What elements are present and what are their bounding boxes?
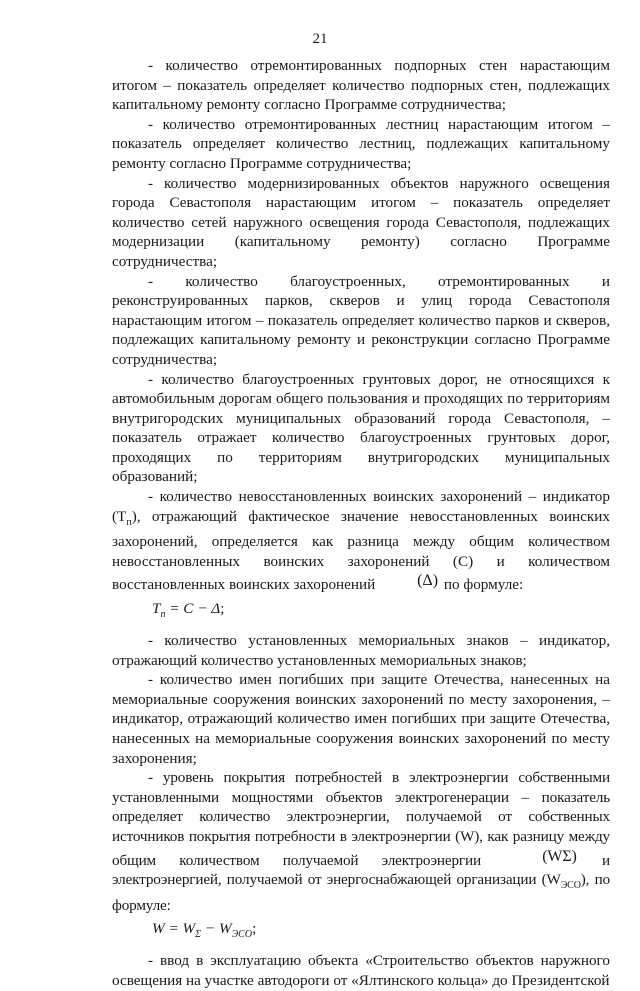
- paragraph-electricity: [112, 768, 610, 915]
- formula-w-lhs: W: [152, 920, 165, 938]
- formula-tn-lhs: T: [152, 600, 161, 618]
- formula-w: [152, 919, 610, 945]
- war-graves-sub: п: [126, 516, 132, 528]
- electricity-text-3: ), по формуле:: [112, 871, 611, 914]
- formula-tn-tail: ;: [220, 600, 225, 618]
- paragraph-stairs: - количество отремонтированных лестниц нарастающим итогом – показатель определяет количество лестниц, подлежащих капитальному ремонту согласно Программе сотрудничества;: [112, 115, 610, 172]
- paragraph-lighting: - количество модернизированных объектов наружного освещения города Севастополя нарастающим итогом – показатель определяет количество сетей наружного освещения города Севастополя, подлежащих модернизации (капитальному ремонту) согласно Программе сотрудничества;: [112, 174, 610, 270]
- paragraph-memorial-signs: - количество установленных мемориальных знаков – индикатор, отражающий количество установленных мемориальных знаков;: [112, 632, 610, 669]
- w-sigma-symbol: (WΣ): [542, 847, 577, 865]
- war-graves-text-1: - количество невосстановленных воинских захоронений – индикатор (Т: [112, 488, 610, 525]
- paragraph-war-graves: [112, 487, 610, 595]
- formula-tn-lhs-sub: п: [160, 609, 166, 621]
- paragraph-commissioning: - ввод в эксплуатацию объекта «Строительство объектов наружного освещения на участке автодороги от «Ялтинского кольца» до Президентской: [112, 952, 610, 990]
- electricity-text-1: - уровень покрытия потребностей в электроэнергии собственными установленными мощностями объектов электрогенерации – показатель определяет количество электроэнергии, получаемой от собственных источников покрытия потребности в электроэнергии (W), как разницу между общим количеством получаемой электроэнергии: [112, 769, 610, 869]
- page-number: 21: [312, 31, 328, 47]
- formula-w-tail: ;: [252, 920, 257, 938]
- formula-w-sub1: Σ: [195, 929, 202, 941]
- document-body: [112, 56, 610, 991]
- electricity-text-2: и электроэнергией, получаемой от энергоснабжающей организации (W: [112, 851, 610, 889]
- war-graves-text-3: по формуле:: [443, 576, 524, 594]
- war-graves-text-2: ), отражающий фактическое значение невосстановленных воинских захоронений, определяется как разница между общим количеством невосстановленных воинских захоронений (С) и количеством восстановленных воинских захоронений: [112, 507, 610, 594]
- formula-w-minus: − W: [204, 920, 232, 938]
- paragraph-dirt-roads: - количество благоустроенных грунтовых дорог, не относящихся к автомобильным дорогам общего пользования и проходящих по территориям внутригородских муниципальных образований города Севастополя, – показатель отражает количество благоустроенных грунтовых дорог, проходящих по территориям внутригородских муниципальных образований;: [112, 370, 610, 486]
- formula-tn: [152, 599, 610, 625]
- electricity-sub: ЭСО: [560, 880, 581, 892]
- formula-w-rhs: = W: [168, 920, 196, 938]
- formula-w-sub2: ЭСО: [231, 929, 253, 941]
- paragraph-names: - количество имен погибших при защите Отечества, нанесенных на мемориальные сооружения воинских захоронений по месту захоронения, – индикатор, отражающий количество имен погибших при защите Отечества, нанесенных на мемориальные сооружения воинских захоронений по месту захоронения;: [112, 671, 610, 767]
- formula-tn-rhs: = C − Δ: [169, 600, 221, 618]
- delta-symbol: (Δ): [417, 572, 439, 590]
- paragraph-parks: - количество благоустроенных, отремонтированных и реконструированных парков, скверов и улиц города Севастополя нарастающим итогом – показатель определяет количество парков и скверов, подлежащих капитальному ремонту и реконструкции согласно Программе сотрудничества;: [112, 272, 610, 368]
- paragraph-retaining-walls: - количество отремонтированных подпорных стен нарастающим итогом – показатель определяет количество подпорных стен, подлежащих капитальному ремонту согласно Программе сотрудничества;: [112, 57, 610, 114]
